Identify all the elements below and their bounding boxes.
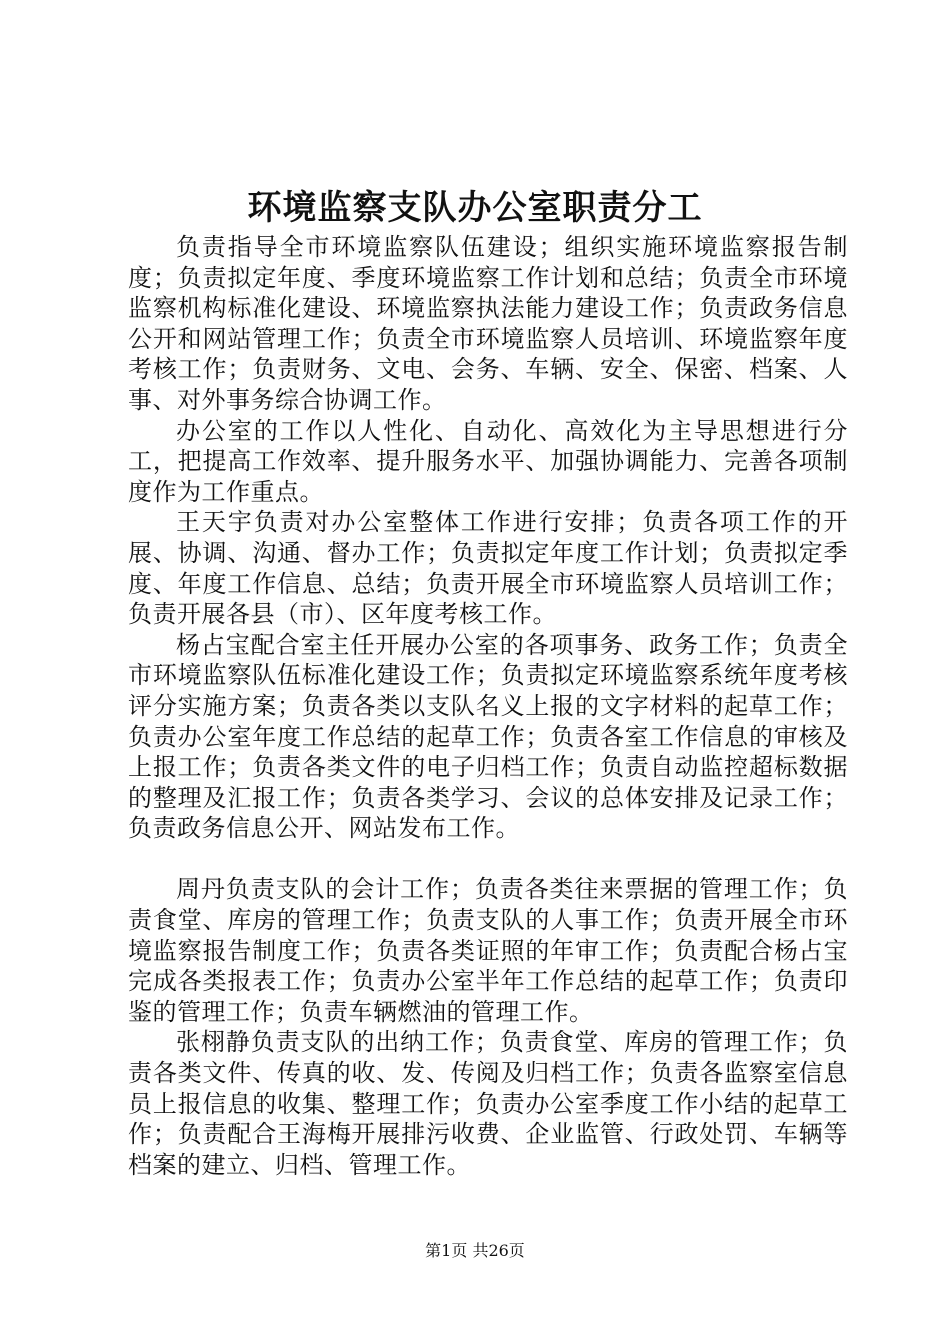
document-title: 环境监察支队办公室职责分工 bbox=[247, 188, 703, 228]
paragraph-spacer bbox=[128, 844, 848, 875]
paragraph-duties-overview: 负责指导全市环境监察队伍建设；组织实施环境监察报告制度；负责拟定年度、季度环境监察工作计划和总结；负责全市环境监察机构标准化建设、环境监察执法能力建设工作；负责政务信息公开和网站管理工作；负责全市环境监察人员培训、环境监察年度考核工作；负责财务、文电、会务、车辆、安全、保密、档案、人事、对外事务综合协调工作。 bbox=[128, 233, 848, 414]
paragraph-office-principles: 办公室的工作以人性化、自动化、高效化为主导思想进行分工，把提高工作效率、提升服务水平、加强协调能力、完善各项制度作为工作重点。 bbox=[128, 416, 848, 506]
paragraph-wang-tianyu: 王天宇负责对办公室整体工作进行安排；负责各项工作的开展、协调、沟通、督办工作；负责拟定年度工作计划；负责拟定季度、年度工作信息、总结；负责开展全市环境监察人员培训工作；负责开展各县（市）、区年度考核工作。 bbox=[128, 508, 848, 629]
document-body bbox=[128, 232, 848, 1180]
paragraph-zhang-xujing: 张栩静负责支队的出纳工作；负责食堂、库房的管理工作；负责各类文件、传真的收、发、传阅及归档工作；负责各监察室信息员上报信息的收集、整理工作；负责办公室季度工作小结的起草工作；负责配合王海梅开展排污收费、企业监管、行政处罚、车辆等档案的建立、归档、管理工作。 bbox=[128, 1028, 848, 1179]
paragraph-zhou-dan: 周丹负责支队的会计工作；负责各类往来票据的管理工作；负责食堂、库房的管理工作；负责支队的人事工作；负责开展全市环境监察报告制度工作；负责各类证照的年审工作；负责配合杨占宝完成各类报表工作；负责办公室半年工作总结的起草工作；负责印鉴的管理工作；负责车辆燃油的管理工作。 bbox=[128, 875, 848, 1026]
page-number-footer: 第1页 共26页 bbox=[425, 1241, 525, 1260]
paragraph-yang-zhanbao: 杨占宝配合室主任开展办公室的各项事务、政务工作；负责全市环境监察队伍标准化建设工作；负责拟定环境监察系统年度考核评分实施方案；负责各类以支队名义上报的文字材料的起草工作；负责办公室年度工作总结的起草工作；负责各室工作信息的审核及上报工作；负责各类文件的电子归档工作；负责自动监控超标数据的整理及汇报工作；负责各类学习、会议的总体安排及记录工作；负责政务信息公开、网站发布工作。 bbox=[128, 630, 848, 843]
